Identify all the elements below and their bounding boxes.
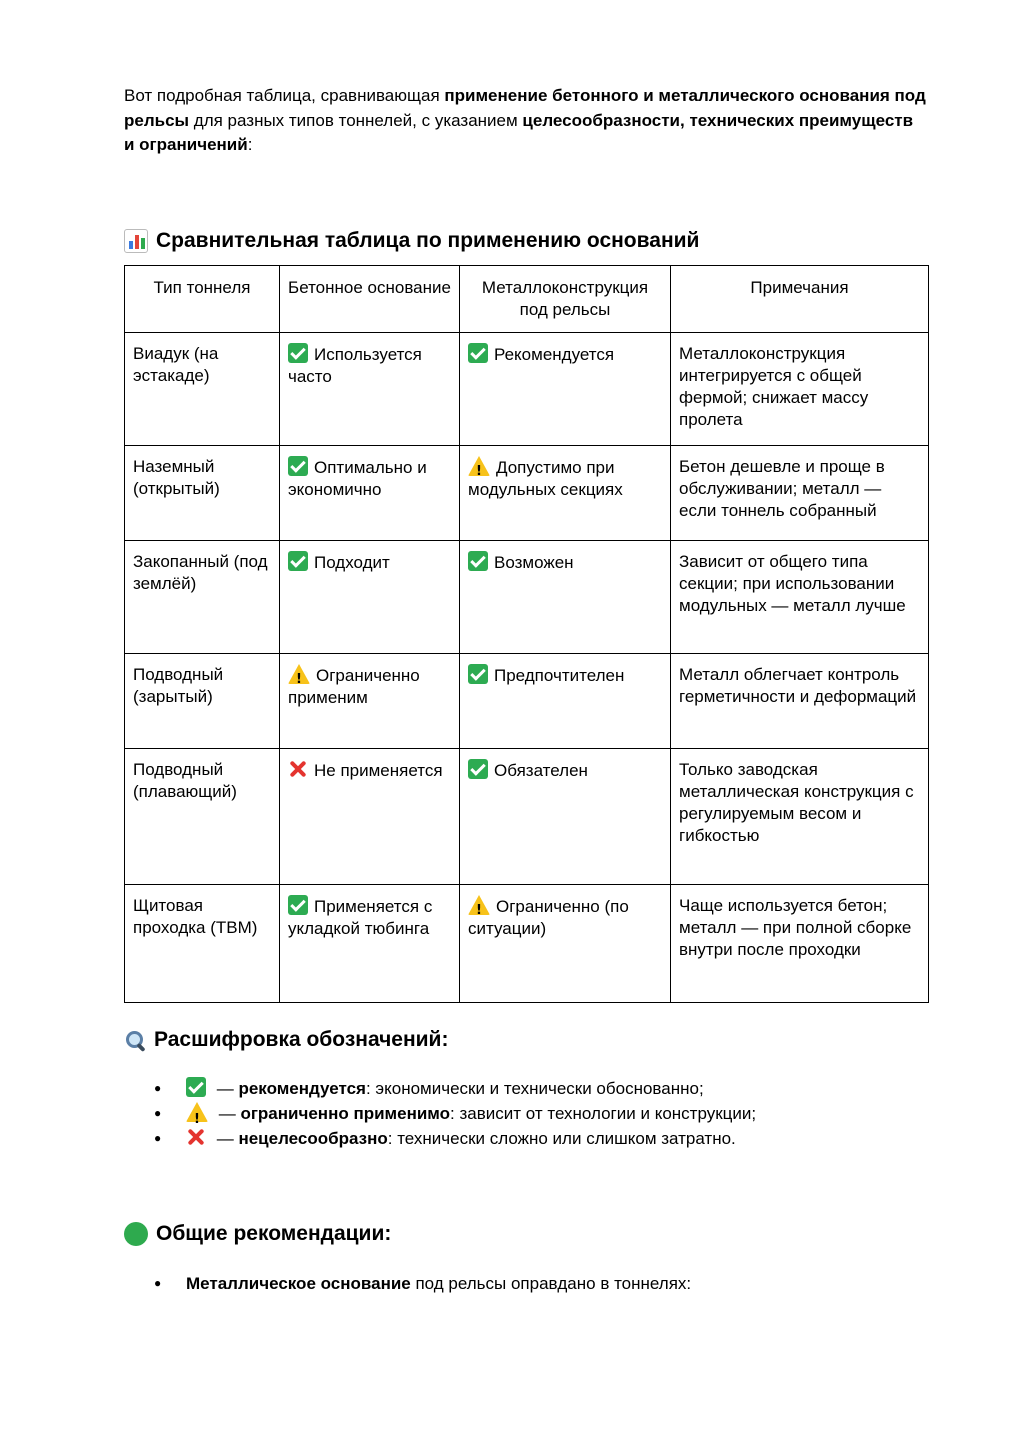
legend-list — [124, 1076, 756, 1151]
cross-icon — [288, 759, 308, 779]
recommend-item — [124, 1271, 691, 1296]
table-row — [125, 885, 929, 1003]
concrete-cell — [280, 446, 460, 541]
cell-text: Чаще используется бетон; металл — при полной сборке внутри после проходки — [679, 896, 912, 959]
check-icon — [288, 551, 308, 571]
recommend-list — [124, 1271, 691, 1296]
cell-text: Подходит — [314, 553, 390, 572]
warning-icon — [186, 1102, 208, 1122]
header-cell: Тип тоннеля — [125, 266, 280, 333]
legend-dash: — — [212, 1079, 239, 1098]
concrete-cell — [280, 541, 460, 654]
tunnel-type-cell — [125, 654, 280, 749]
note-cell — [671, 541, 929, 654]
recommend-term: Металлическое основание — [186, 1274, 411, 1293]
warning-icon — [468, 895, 490, 915]
cell-text: Щитовая проходка (TBM) — [133, 896, 258, 937]
concrete-cell — [280, 885, 460, 1003]
legend-description: : зависит от технологии и конструкции; — [450, 1104, 757, 1123]
cell-text: Бетон дешевле и проще в обслуживании; металл — если тоннель собранный — [679, 457, 885, 520]
cell-text: Обязателен — [494, 761, 588, 780]
legend-item — [124, 1076, 756, 1101]
intro-paragraph — [124, 84, 928, 158]
concrete-cell — [280, 654, 460, 749]
recommend-heading — [124, 1222, 391, 1246]
legend-heading-text: Расшифровка обозначений: — [154, 1028, 449, 1051]
warning-icon — [468, 456, 490, 476]
cell-text: Допустимо при модульных секциях — [468, 458, 623, 499]
intro-bold: целесообразности, технических преимуществ и ограничений — [124, 110, 914, 154]
magnifier-icon — [124, 1029, 146, 1051]
note-cell — [671, 333, 929, 446]
cell-text: Оптимально и экономично — [288, 458, 427, 499]
cell-text: Только заводская металлическая конструкция с регулируемым весом и гибкостью — [679, 760, 914, 845]
intro-text: для разных типов тоннелей, с указанием — [189, 110, 523, 130]
cell-text: Используется часто — [288, 345, 422, 386]
check-icon — [288, 895, 308, 915]
comparison-table — [124, 265, 929, 1003]
cell-text: Металл облегчает контроль герметичности и деформаций — [679, 665, 917, 706]
legend-item — [124, 1126, 756, 1151]
intro-block — [124, 84, 928, 158]
cell-text: Не применяется — [314, 761, 443, 780]
header-cell: Металлоконструкция под рельсы — [460, 266, 671, 333]
cell-text: Металлоконструкция интегрируется с общей фермой; снижает массу пролета — [679, 344, 869, 429]
metal-cell — [460, 333, 671, 446]
legend-description: : технически сложно или слишком затратно. — [387, 1129, 736, 1148]
legend-heading — [124, 1028, 448, 1052]
cell-text: Рекомендуется — [494, 345, 615, 364]
metal-cell — [460, 885, 671, 1003]
table-row — [125, 541, 929, 654]
check-icon — [468, 343, 488, 363]
intro-text: Вот подробная таблица, сравнивающая — [124, 86, 445, 105]
header-cell: Бетонное основание — [280, 266, 460, 333]
tunnel-type-cell — [125, 446, 280, 541]
metal-cell — [460, 749, 671, 885]
cell-text: Зависит от общего типа секции; при использовании модульных — металл лучше — [679, 552, 906, 615]
table-heading-text: Сравнительная таблица по применению оснований — [156, 229, 700, 252]
concrete-cell — [280, 749, 460, 885]
note-cell — [671, 885, 929, 1003]
legend-term: ограниченно применимо — [240, 1104, 451, 1123]
table-heading — [124, 229, 699, 253]
bar-chart-icon — [124, 229, 148, 253]
table-row — [125, 749, 929, 885]
table-row — [125, 654, 929, 749]
concrete-cell — [280, 333, 460, 446]
cell-text: Закопанный (под землёй) — [133, 552, 268, 593]
table-row — [125, 446, 929, 541]
cell-text: Ограниченно применим — [288, 666, 420, 707]
metal-cell — [460, 446, 671, 541]
check-icon — [468, 664, 488, 684]
cell-text: Виадук (на эстакаде) — [133, 344, 219, 385]
table-header-row — [125, 266, 929, 333]
cell-text: Предпочтителен — [494, 666, 625, 685]
green-circle-icon — [124, 1222, 148, 1246]
cell-text: Применяется с укладкой тюбинга — [288, 897, 433, 938]
intro-bold: применение бетонного и металлического основания под рельсы — [124, 86, 926, 130]
legend-description: : экономически и технически обоснованно; — [365, 1079, 704, 1098]
check-icon — [468, 759, 488, 779]
warning-icon — [288, 664, 310, 684]
tunnel-type-cell — [125, 333, 280, 446]
cell-text: Возможен — [494, 553, 574, 572]
header-cell: Примечания — [671, 266, 929, 333]
intro-text: : — [247, 135, 253, 154]
legend-item — [124, 1101, 756, 1126]
tunnel-type-cell — [125, 541, 280, 654]
cell-text: Подводный (плавающий) — [133, 760, 237, 801]
legend-dash: — — [214, 1104, 241, 1123]
note-cell — [671, 446, 929, 541]
legend-dash: — — [212, 1129, 239, 1148]
metal-cell — [460, 654, 671, 749]
recommend-heading-text: Общие рекомендации: — [156, 1222, 392, 1245]
table-row — [125, 333, 929, 446]
legend-term: нецелесообразно — [238, 1129, 388, 1148]
cell-text: Наземный (открытый) — [133, 457, 220, 498]
tunnel-type-cell — [125, 885, 280, 1003]
cross-icon — [186, 1127, 206, 1147]
legend-term: рекомендуется — [238, 1079, 366, 1098]
cell-text: Подводный (зарытый) — [133, 665, 224, 706]
check-icon — [186, 1077, 206, 1097]
tunnel-type-cell — [125, 749, 280, 885]
check-icon — [288, 456, 308, 476]
check-icon — [288, 343, 308, 363]
recommend-text: под рельсы оправдано в тоннелях: — [410, 1274, 692, 1293]
note-cell — [671, 749, 929, 885]
metal-cell — [460, 541, 671, 654]
cell-text: Ограниченно (по ситуации) — [468, 897, 629, 938]
note-cell — [671, 654, 929, 749]
check-icon — [468, 551, 488, 571]
